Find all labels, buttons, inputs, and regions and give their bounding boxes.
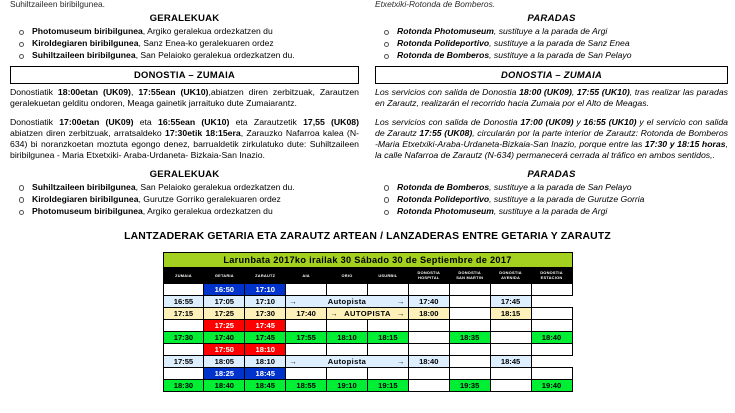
stop-description: , Argiko geralekua ordezkatzen du bbox=[142, 205, 273, 216]
timetable-time-cell: 18:35 bbox=[449, 331, 490, 343]
timetable-empty-cell bbox=[449, 319, 490, 331]
timetable-time-cell: 17:40 bbox=[204, 331, 245, 343]
stop-description: , San Pelaioko geralekua ordezkatzen du. bbox=[135, 50, 295, 61]
timetable-empty-cell bbox=[367, 319, 408, 331]
timetable-empty-cell bbox=[367, 343, 408, 355]
timetable-empty-cell bbox=[490, 379, 531, 391]
stop-name: Rotonda Polideportivo bbox=[397, 193, 490, 204]
timetable-time-cell: 18:30 bbox=[163, 379, 204, 391]
timetable-time-cell: 17:10 bbox=[245, 295, 286, 307]
timetable-row bbox=[163, 367, 572, 379]
stop-description: , sustituye a la parada de Argi bbox=[493, 205, 608, 216]
timetable-column-header bbox=[490, 267, 531, 283]
timetable-empty-cell bbox=[327, 283, 368, 295]
timetable-empty-cell bbox=[531, 367, 572, 379]
timetable-time-cell: 18:10 bbox=[245, 355, 286, 367]
timetable-column-header bbox=[204, 267, 245, 283]
timetable-date-row bbox=[163, 252, 572, 267]
timetable-empty-cell bbox=[449, 307, 490, 319]
timetable-column-header bbox=[531, 267, 572, 283]
timetable-empty-cell bbox=[408, 331, 449, 343]
timetable-header-row bbox=[163, 267, 572, 283]
autopista-cell bbox=[286, 295, 409, 307]
right-heading-paradas-2: PARADAS bbox=[527, 168, 576, 180]
stop-description: , Argiko geralekua ordezkatzen du bbox=[142, 26, 273, 36]
timetable-time-cell: 16:50 bbox=[204, 283, 245, 295]
right-heading-paradas-1: PARADAS bbox=[527, 13, 576, 24]
header-line: USURBIL bbox=[378, 272, 398, 278]
timetable-time-cell: 17:40 bbox=[286, 307, 327, 319]
timetable-time-cell: 19:40 bbox=[531, 379, 572, 391]
timetable-body bbox=[163, 252, 572, 391]
left-cut-top-line: Suhiltzaileen biribilgunea. bbox=[10, 0, 105, 9]
page-title: LANTZADERAK GETARIA ETA ZARAUTZ ARTEAN / LANZADERAS ENTRE GETARIA Y ZARAUTZ bbox=[124, 230, 611, 242]
timetable-empty-cell bbox=[490, 283, 531, 295]
autopista-cell bbox=[327, 307, 409, 319]
timetable-empty-cell bbox=[449, 355, 490, 367]
header-line: ESTACION bbox=[540, 275, 563, 280]
timetable-time-cell: 16:55 bbox=[163, 295, 204, 307]
timetable-empty-cell bbox=[408, 367, 449, 379]
column-spanish bbox=[367, 0, 734, 221]
arrow-icon: → bbox=[289, 356, 298, 366]
list-item bbox=[10, 206, 359, 217]
timetable-empty-cell bbox=[286, 283, 327, 295]
timetable-empty-cell bbox=[286, 367, 327, 379]
timetable-time-cell: 18:45 bbox=[490, 355, 531, 367]
header-line: DONOSTIA bbox=[458, 270, 481, 275]
timetable-empty-cell bbox=[327, 319, 368, 331]
list-item bbox=[10, 38, 359, 49]
timetable-time-cell: 17:25 bbox=[204, 319, 245, 331]
timetable-time-cell: 19:10 bbox=[327, 379, 368, 391]
timetable-time-cell: 17:30 bbox=[245, 307, 286, 319]
arrow-icon: → bbox=[396, 296, 405, 306]
stop-name: Kiroldegiaren biribilgunea bbox=[32, 193, 139, 204]
stop-name: Suhiltzaileen biribilgunea bbox=[32, 50, 136, 61]
list-item bbox=[375, 206, 728, 217]
timetable-time-cell: 17:55 bbox=[163, 355, 204, 367]
stop-name: Rotonda Photomuseum bbox=[397, 26, 494, 36]
timetable-empty-cell bbox=[531, 343, 572, 355]
left-box-title-donostia-zumaia: DONOSTIA – ZUMAIA bbox=[10, 66, 359, 85]
timetable-row bbox=[163, 379, 572, 391]
timetable-empty-cell bbox=[490, 319, 531, 331]
timetable-time-cell: 17:45 bbox=[490, 295, 531, 307]
timetable-row bbox=[163, 319, 572, 331]
timetable-empty-cell bbox=[449, 343, 490, 355]
timetable-row bbox=[163, 343, 572, 355]
header-line: AVENIDA bbox=[501, 275, 521, 280]
header-line: ZUMAIA bbox=[175, 272, 192, 278]
timetable-empty-cell bbox=[490, 331, 531, 343]
header-line: ZARAUTZ bbox=[255, 272, 276, 278]
stop-name: Rotonda de Bomberos bbox=[397, 50, 490, 61]
stop-description: , sustituye a la parada de Gurutze Gorria bbox=[489, 193, 645, 204]
timetable-column-header bbox=[449, 267, 490, 283]
right-stops-list-1 bbox=[375, 26, 728, 61]
list-item bbox=[10, 182, 359, 193]
timetable-empty-cell bbox=[449, 295, 490, 307]
shuttle-timetable bbox=[163, 252, 573, 392]
header-line: DONOSTIA bbox=[499, 270, 522, 275]
left-paragraph-2: Donostiatik 17:00etan (UK09) eta 16:55ean (UK10) eta Zarautzetik 17,55 (UK08) abiatzen diren zerbitzuak, arratsaldeko 17:30etik 18:15era, Zarauzko Nafarroa kalea (N-634) bi noranzkoetan moztuta egongo denez, barrualdetik zirkulatuko dute: Suhiltzaileen biribilgunea - Maria Etxetxiki- Araba-Urdaneta- Bizkaia-San Inazio. bbox=[10, 117, 360, 160]
timetable-empty-cell bbox=[367, 283, 408, 295]
header-line: GETARIA bbox=[214, 272, 234, 278]
autopista-cell bbox=[286, 355, 409, 367]
timetable-column-header bbox=[163, 267, 204, 283]
list-item bbox=[10, 194, 359, 205]
right-cut-top-line: Etxetxiki-Rotonda de Bomberos. bbox=[375, 0, 496, 9]
timetable-time-cell: 17:50 bbox=[204, 343, 245, 355]
timetable-empty-cell bbox=[367, 367, 408, 379]
arrow-icon: → bbox=[289, 296, 298, 306]
stop-name: Rotonda Polideportivo bbox=[397, 38, 490, 49]
timetable-column-header bbox=[367, 267, 408, 283]
timetable-empty-cell bbox=[531, 319, 572, 331]
stop-description: , sustituye a la parada de San Pelayo bbox=[489, 50, 632, 61]
timetable-empty-cell bbox=[163, 343, 204, 355]
stop-name: Rotonda de Bomberos bbox=[397, 181, 490, 192]
stop-description: , Gurutze Gorriko geralekuaren ordez bbox=[138, 193, 281, 204]
timetable-row bbox=[163, 295, 572, 307]
autopista-label: Autopista bbox=[327, 296, 367, 306]
header-line: HOSPITAL bbox=[418, 275, 440, 280]
timetable-empty-cell bbox=[163, 283, 204, 295]
right-stops-list-2 bbox=[375, 182, 728, 217]
list-item bbox=[375, 194, 728, 205]
stop-description: , Sanz Enea-ko geralekuaren ordez bbox=[138, 38, 274, 49]
timetable-empty-cell bbox=[408, 379, 449, 391]
timetable-empty-cell bbox=[327, 367, 368, 379]
timetable-empty-cell bbox=[449, 367, 490, 379]
timetable-empty-cell bbox=[286, 319, 327, 331]
timetable-column-header bbox=[408, 267, 449, 283]
timetable-empty-cell bbox=[408, 319, 449, 331]
timetable-row bbox=[163, 307, 572, 319]
left-heading-geralekuak-2: GERALEKUAK bbox=[149, 168, 220, 180]
timetable-time-cell: 18:55 bbox=[286, 379, 327, 391]
list-item bbox=[10, 50, 359, 61]
list-item bbox=[375, 26, 728, 37]
timetable-container bbox=[0, 252, 735, 392]
left-heading-geralekuak-1: GERALEKUAK bbox=[149, 13, 220, 24]
list-item bbox=[375, 182, 728, 193]
timetable-column-header bbox=[286, 267, 327, 283]
timetable-empty-cell bbox=[163, 319, 204, 331]
timetable-time-cell: 18:40 bbox=[204, 379, 245, 391]
timetable-time-cell: 17:55 bbox=[286, 331, 327, 343]
stop-description: , San Pelaioko geralekua ordezkatzen du. bbox=[135, 181, 295, 192]
timetable-empty-cell bbox=[286, 343, 327, 355]
header-line: DONOSTIA bbox=[417, 270, 441, 275]
timetable-column-header bbox=[245, 267, 286, 283]
stop-description: , sustituye a la parada de Sanz Enea bbox=[489, 38, 630, 49]
stop-description: , sustituye a la parada de Argi bbox=[493, 26, 608, 36]
column-basque bbox=[0, 0, 367, 221]
timetable-row bbox=[163, 283, 572, 295]
stop-name: Suhiltzaileen biribilgunea bbox=[32, 181, 136, 192]
timetable-empty-cell bbox=[490, 343, 531, 355]
timetable-time-cell: 17:45 bbox=[245, 331, 286, 343]
header-line: ORIO bbox=[341, 272, 353, 278]
timetable-time-cell: 18:45 bbox=[245, 379, 286, 391]
autopista-label: AUTOPISTA bbox=[344, 308, 391, 318]
header-line: AIA bbox=[302, 272, 310, 278]
timetable-time-cell: 18:25 bbox=[204, 367, 245, 379]
header-line: DONOSTIA bbox=[540, 270, 563, 275]
timetable-time-cell: 18:40 bbox=[408, 355, 449, 367]
timetable-empty-cell bbox=[408, 283, 449, 295]
list-item bbox=[375, 38, 728, 49]
timetable-column-header bbox=[327, 267, 368, 283]
left-stops-list-2 bbox=[10, 182, 359, 217]
stop-description: , sustituye a la parada de San Pelayo bbox=[489, 181, 632, 192]
timetable-empty-cell bbox=[327, 343, 368, 355]
timetable-time-cell: 17:30 bbox=[163, 331, 204, 343]
right-paragraph-1: Los servicios con salida de Donostia 18:00 (UK09), 17:55 (UK10), tras realizar las paradas en Zarautz, realizarán el recorrido hacia Zumaia por el Alto de Meagas. bbox=[375, 87, 729, 109]
timetable-time-cell: 19:35 bbox=[449, 379, 490, 391]
list-item bbox=[10, 26, 359, 37]
list-item bbox=[375, 50, 728, 61]
stop-name: Photomuseum biribilgunea bbox=[32, 26, 143, 36]
timetable-time-cell: 18:45 bbox=[245, 367, 286, 379]
timetable-time-cell: 17:10 bbox=[245, 283, 286, 295]
stop-name: Kiroldegiaren biribilgunea bbox=[32, 38, 139, 49]
timetable-time-cell: 17:15 bbox=[163, 307, 204, 319]
timetable-time-cell: 18:00 bbox=[408, 307, 449, 319]
timetable-empty-cell bbox=[490, 367, 531, 379]
timetable-date-label: Larunbata 2017ko irailak 30 Sábado 30 de Septiembre de 2017 bbox=[163, 252, 572, 267]
timetable-empty-cell bbox=[531, 283, 572, 295]
timetable-time-cell: 17:45 bbox=[245, 319, 286, 331]
timetable-time-cell: 19:15 bbox=[367, 379, 408, 391]
timetable-empty-cell bbox=[449, 283, 490, 295]
header-line: SAN MARTIN bbox=[456, 275, 484, 280]
arrow-icon: → bbox=[396, 356, 405, 366]
timetable-time-cell: 18:10 bbox=[245, 343, 286, 355]
stop-name: Photomuseum biribilgunea bbox=[32, 205, 143, 216]
timetable-time-cell: 17:40 bbox=[408, 295, 449, 307]
timetable-time-cell: 18:15 bbox=[490, 307, 531, 319]
arrow-icon: → bbox=[396, 308, 405, 318]
left-paragraph-1: Donostiatik 18:00etan (UK09), 17:55ean (UK10),abiatzen diren zerbitzuak, Zarautzen geralekuetan gelditu ondoren, Meaga gainetik jarraituko dute Zumaiarantz. bbox=[10, 87, 359, 109]
timetable-time-cell: 18:15 bbox=[367, 331, 408, 343]
right-paragraph-2: Los servicios con salida de Donostia 17:00 (UK09) y 16:55 (UK10) y el servicio con salida de Zarautz 17:55 (UK08), circularán por la parte interior de Zarautz: Rotonda de Bomberos -Maria Etxetxiki-Araba-Urdaneta-Bizkaia-San Inazio, porque entre las 17:30 y 18:15 horas, la calle Nafarroa de Zarautz (N-634) permanecerá cerrada al tráfico en ambos sentidos,. bbox=[375, 117, 729, 160]
timetable-row bbox=[163, 331, 572, 343]
autopista-label: Autopista bbox=[327, 356, 367, 366]
timetable-time-cell: 17:05 bbox=[204, 295, 245, 307]
timetable-empty-cell bbox=[408, 343, 449, 355]
timetable-empty-cell bbox=[163, 367, 204, 379]
timetable-empty-cell bbox=[531, 307, 572, 319]
timetable-time-cell: 17:25 bbox=[204, 307, 245, 319]
right-box-title-donostia-zumaia: DONOSTIA – ZUMAIA bbox=[375, 66, 728, 85]
timetable-time-cell: 18:10 bbox=[327, 331, 368, 343]
arrow-icon: → bbox=[330, 308, 339, 318]
timetable-time-cell: 18:05 bbox=[204, 355, 245, 367]
timetable-row bbox=[163, 355, 572, 367]
timetable-time-cell: 18:40 bbox=[531, 331, 572, 343]
left-stops-list-1 bbox=[10, 26, 359, 61]
stop-name: Rotonda Photomuseum bbox=[397, 205, 494, 216]
